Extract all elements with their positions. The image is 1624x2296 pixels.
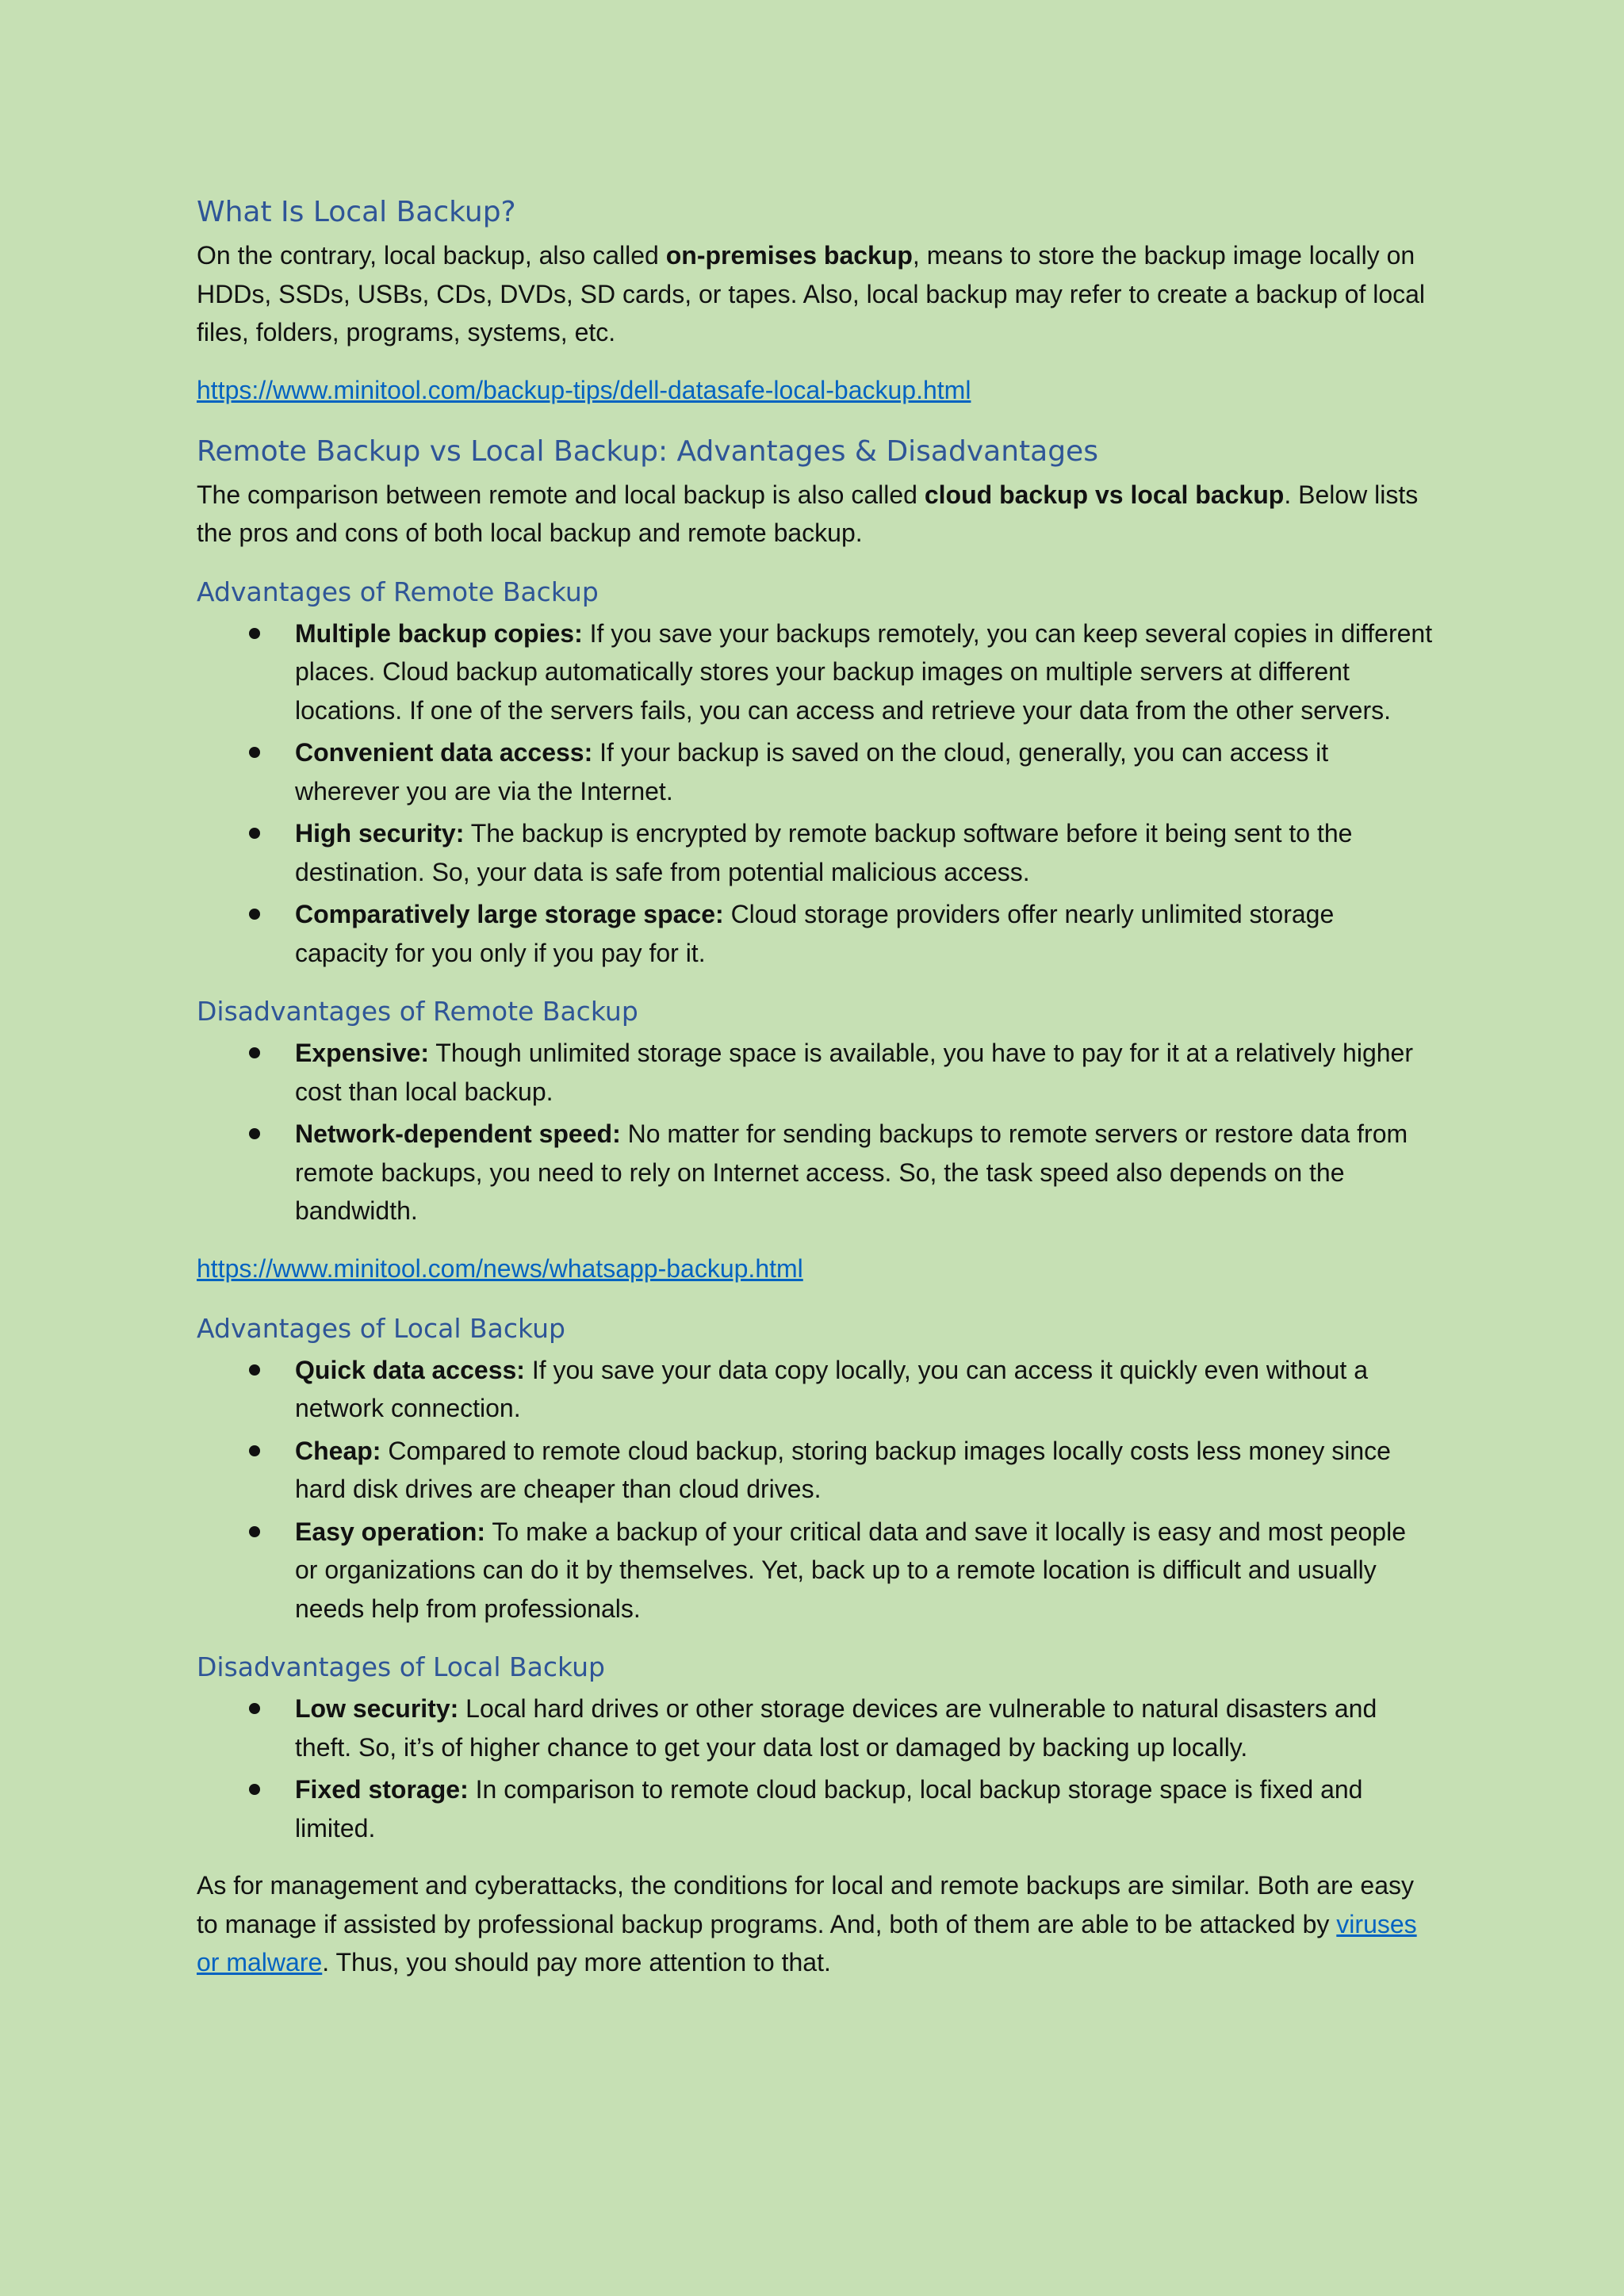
bullet-icon <box>249 1047 260 1058</box>
heading-advantages-remote: Advantages of Remote Backup <box>197 576 599 607</box>
paragraph-local-backup-definition: On the contrary, local backup, also called on-premises backup, means to store the backup image locally on HDDs, SSDs, USBs, CDs, DVDs, SD cards, or tapes. Also, local backup may refer to create a backup of local files, folders, programs, systems, etc. <box>197 241 1426 346</box>
paragraph-closing: As for management and cyberattacks, the conditions for local and remote backups are similar. Both are easy to manage if assisted by professional backup programs. And, both of them are able to be attacked by viruses or malware. Thus, you should pay more attention to that. <box>197 1871 1417 1976</box>
bullet-icon <box>249 1128 260 1139</box>
bullet-icon <box>249 909 260 920</box>
list-item: Convenient data access: If your backup is saved on the cloud, generally, you can access it wherever you are via the Internet. <box>197 733 1434 810</box>
bullet-icon <box>249 628 260 639</box>
heading-advantages-local: Advantages of Local Backup <box>197 1312 565 1344</box>
list-item: Low security: Local hard drives or other storage devices are vulnerable to natural disasters and theft. So, it’s of higher chance to get your data lost or damaged by backing up locally. <box>197 1689 1434 1766</box>
heading-disadvantages-local: Disadvantages of Local Backup <box>197 1651 605 1682</box>
bullet-icon <box>249 747 260 758</box>
list-item: High security: The backup is encrypted by remote backup software before it being sent to the destination. So, your data is safe from potential malicious access. <box>197 814 1434 891</box>
list-disadvantages-remote <box>197 1034 1434 1230</box>
list-item: Multiple backup copies: If you save your backups remotely, you can keep several copies in different places. Cloud backup automatically stores your backup images on multiple servers at different locations. If one of the servers fails, you can access and retrieve your data from the other servers. <box>197 614 1434 730</box>
bullet-icon <box>249 828 260 839</box>
list-item: Expensive: Though unlimited storage space is available, you have to pay for it at a relatively higher cost than local backup. <box>197 1034 1434 1111</box>
list-item: Fixed storage: In comparison to remote cloud backup, local backup storage space is fixed and limited. <box>197 1770 1434 1847</box>
list-item: Quick data access: If you save your data copy locally, you can access it quickly even without a network connection. <box>197 1351 1434 1428</box>
list-item: Cheap: Compared to remote cloud backup, storing backup images locally costs less money since hard disk drives are cheaper than cloud drives. <box>197 1432 1434 1509</box>
link-viruses-or-malware[interactable]: viruses or malware <box>197 1909 1417 1976</box>
heading-disadvantages-remote: Disadvantages of Remote Backup <box>197 996 638 1027</box>
list-advantages-local <box>197 1351 1434 1628</box>
list-disadvantages-local <box>197 1689 1434 1847</box>
link-dell-datasafe[interactable]: https://www.minitool.com/backup-tips/dell-datasafe-local-backup.html <box>197 375 971 404</box>
bullet-icon <box>249 1703 260 1714</box>
bullet-icon <box>249 1364 260 1376</box>
list-item: Comparatively large storage space: Cloud storage providers offer nearly unlimited storage capacity for you only if you pay for it. <box>197 895 1434 972</box>
bold-cloud-vs-local: cloud backup vs local backup <box>924 480 1285 509</box>
list-advantages-remote <box>197 614 1434 973</box>
bullet-icon <box>249 1445 260 1456</box>
paragraph-comparison: The comparison between remote and local backup is also called cloud backup vs local backup. Below lists the pros and cons of both local backup and remote backup. <box>197 480 1419 547</box>
list-item: Network-dependent speed: No matter for sending backups to remote servers or restore data from remote backups, you need to rely on Internet access. So, the task speed also depends on the bandwidth. <box>197 1115 1434 1230</box>
heading-what-is-local-backup: What Is Local Backup? <box>197 196 516 228</box>
bold-on-premises-backup: on-premises backup <box>665 241 913 270</box>
link-whatsapp-backup[interactable]: https://www.minitool.com/news/whatsapp-backup.html <box>197 1253 803 1283</box>
bullet-icon <box>249 1526 260 1537</box>
list-item: Easy operation: To make a backup of your critical data and save it locally is easy and most people or organizations can do it by themselves. Yet, back up to a remote location is difficult and usually needs help from professionals. <box>197 1513 1434 1628</box>
heading-remote-vs-local: Remote Backup vs Local Backup: Advantages & Disadvantages <box>197 434 1098 468</box>
bullet-icon <box>249 1784 260 1795</box>
